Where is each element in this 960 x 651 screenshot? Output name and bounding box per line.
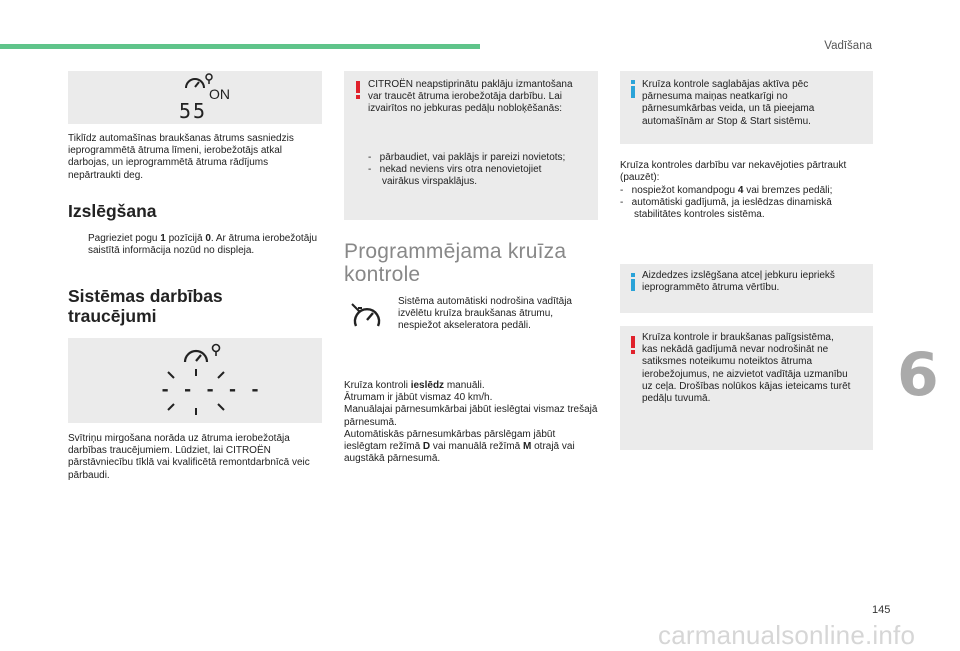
reached-speed-text: Tiklīdz automašīnas braukšanas ātrums sasniedzis ieprogrammētā ātruma līmeni, ierobežotājs atkal darbojas, un ieprogrammētā ātruma rādījums nepārtraukti deg.	[68, 133, 294, 181]
page-number: 145	[872, 604, 891, 616]
warning-icon	[629, 336, 637, 354]
position-number: 0	[205, 233, 211, 244]
knob-number: 1	[160, 233, 166, 244]
warning-mats-list	[368, 152, 578, 189]
header-accent-bar	[0, 44, 480, 49]
heading-switch-off: Izslēgšana	[68, 201, 157, 221]
cruise-activation-text	[344, 380, 599, 465]
malfunction-text: Svītriņu mirgošana norāda uz ātruma ierobežotāja darbības traucējumiem. Lūdziet, lai CITROËN pārstāvniecību tīklā vai kvalificētā remontdarbnīcā veic pārbaudi.	[68, 433, 310, 481]
cruise-intro-text: Sistēma automātiski nodrošina vadītāja izvēlētu kruīza braukšanas ātrumu, nespiežot akseleratora pedāli.	[398, 296, 572, 332]
info-ignition-text: Aizdedzes izslēgšana atceļ jebkuru iepriekš ieprogrammēto ātruma vērtību.	[642, 270, 835, 294]
switch-off-pre: Pagrieziet pogu	[88, 233, 161, 244]
activation-line2: Ātrumam ir jābūt vismaz 40 km/h.	[344, 392, 493, 404]
activation-line4: Automātiskās pārnesumkārbas pārslēgam jābūt ieslēgtam režīmā D vai manuālā režīmā M otrajā vai augstākā pārnesumā.	[344, 428, 575, 465]
warning-box-mats	[344, 71, 598, 220]
info-icon	[629, 273, 637, 291]
heading-malfunction-line2: traucējumi	[68, 306, 157, 326]
pause-intro: Kruīza kontroles darbību var nekavējoties pārtraukt (pauzēt):	[620, 160, 847, 184]
pause-item: - nospiežot komandpogu 4 vai bremzes pedāli;	[620, 185, 833, 196]
switch-off-post: . Ar ātruma ierobežotāju saistītā informācija nozūd no displeja.	[88, 233, 318, 257]
heading-cruise-line1: Programmējama kruīza	[344, 240, 567, 263]
warning-box-assist	[620, 326, 873, 450]
cruise-control-icon	[350, 302, 384, 332]
heading-cruise-control	[344, 240, 566, 286]
heading-cruise-line2: kontrole	[344, 263, 421, 286]
warning-mats-item: - nekad neviens virs otra nenovietojiet vairākus virspaklājus.	[368, 164, 542, 188]
info-box-active	[620, 71, 873, 144]
activation-line3: Manuālajai pārnesumkārbai jābūt ieslēgtai vismaz trešajā pārnesumā.	[344, 404, 598, 428]
heading-malfunction	[68, 286, 223, 326]
set-speed-digits: 55	[179, 99, 208, 123]
activation-line1: Kruīza kontroli ieslēdz manuāli.	[344, 380, 485, 391]
warning-assist-text: Kruīza kontrole ir braukšanas palīgsistēma, kas nekādā gadījumā nevar nodrošināt ne satiksmes noteikumu noteiktos ātruma ierobežojumus, ne aizvietot vadītāja uzmanību uz ceļa. Drošības nolūkos kājas ieteicams turēt pedāļu tuvumā.	[642, 332, 851, 405]
info-icon	[629, 80, 637, 98]
pause-item: - automātiski gadījumā, ja ieslēdzas dinamiskā stabilitātes kontroles sistēma.	[620, 197, 832, 221]
warning-mats-item: - pārbaudiet, vai paklājs ir pareizi novietots;	[368, 152, 566, 163]
switch-off-instruction	[68, 233, 333, 257]
chapter-number: 6	[897, 340, 939, 410]
pause-list	[620, 185, 865, 222]
activation-bold: ieslēdz	[410, 380, 445, 391]
info-active-text: Kruīza kontrole saglabājas aktīva pēc pārnesuma maiņas neatkarīgi no pārnesumkārbas veida, un tā pieejama automašīnām ar Stop & Start sistēmu.	[642, 79, 815, 127]
malfunction-dashes: - - - - -	[160, 380, 262, 400]
heading-malfunction-line1: Sistēmas darbības	[68, 286, 223, 306]
switch-off-mid: pozīcijā	[165, 233, 206, 244]
speed-display-box	[68, 71, 322, 124]
watermark: carmanualsonline.info	[658, 620, 916, 650]
section-title: Vadīšana	[824, 40, 872, 52]
on-label: ON	[209, 86, 230, 102]
info-box-ignition	[620, 264, 873, 313]
malfunction-display-box	[68, 338, 322, 423]
warning-icon	[354, 81, 362, 99]
warning-mats-intro: CITROËN neapstiprinātu paklāju izmantošana var traucēt ātruma ierobežotāja darbību. Lai izvairītos no jebkuras pedāļu nobloķēšanās:	[368, 79, 573, 115]
